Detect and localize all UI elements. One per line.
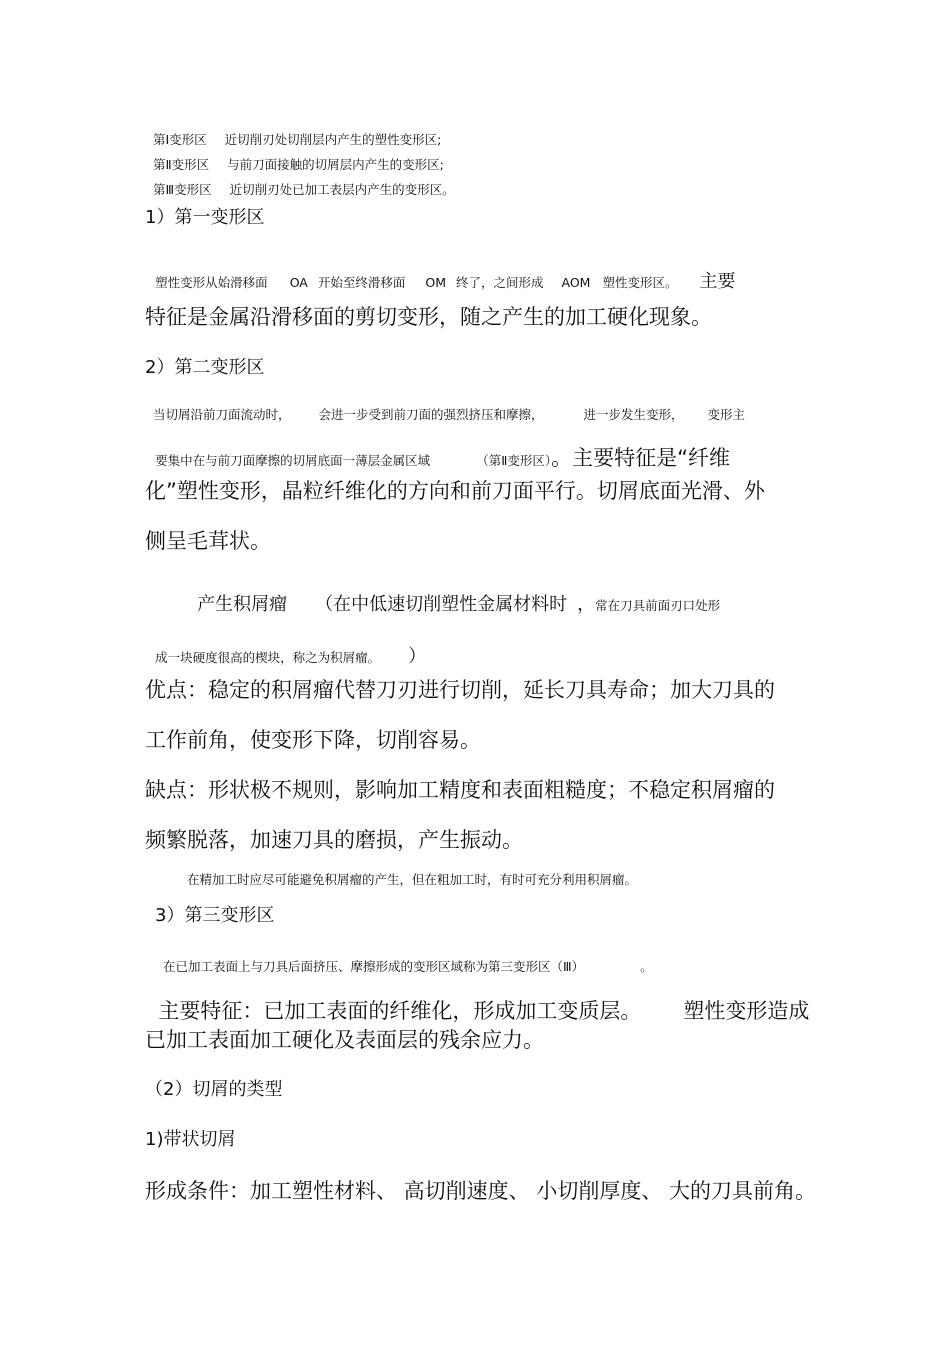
- zone-3-desc: 近切削刃处已加工表层内产生的变形区。: [229, 181, 455, 197]
- chip-formation-conditions: 形成条件：加工塑性材料、 高切削速度、 小切削厚度、 大的刀具前角。: [145, 1179, 817, 1203]
- bue-b: （在中低速切削塑性金属材料时: [315, 594, 568, 615]
- section-2-heading: 2）第二变形区: [145, 357, 265, 378]
- section-3-line-3: 已加工表面加工硬化及表面层的残余应力。: [145, 1028, 544, 1052]
- chip-types-heading: （2）切屑的类型: [145, 1079, 283, 1100]
- bue-c: ，: [577, 594, 596, 615]
- section-2-line-1: [145, 396, 745, 421]
- s1-text-g: 塑性变形区。: [602, 275, 678, 290]
- s2-l1b: 会进一步受到前刀面的强烈挤压和摩擦，: [318, 406, 544, 422]
- s1-text-e: 终了，之间形成: [456, 275, 544, 290]
- zone-3-name: 第Ⅲ变形区: [152, 181, 212, 197]
- s3-l1a: 在已加工表面上与刀具后面挤压、摩擦形成的变形区域称为第三变形区（Ⅲ）: [162, 958, 585, 974]
- zone-2-desc: 与前刀面接触的切屑层内产生的变形区;: [227, 156, 444, 172]
- bue-line-2: [145, 632, 426, 666]
- chip-types-subheading: 1)带状切屑: [145, 1129, 236, 1150]
- bue-line-1: [187, 580, 720, 614]
- zone-1-desc: 近切削刃处切削层内产生的塑性变形区;: [224, 131, 442, 147]
- bue-note: 在精加工时应尽可能避免积屑瘤的产生，但在粗加工时，有时可充分利用积屑瘤。: [187, 872, 638, 887]
- s2-l1d: 变形主: [707, 406, 746, 422]
- s2-l2b: （第Ⅱ变形区）: [476, 453, 552, 468]
- bue-disadvantage-line-2: 频繁脱落，加速刀具的磨损，产生振动。: [145, 828, 523, 852]
- zone-1-line: [145, 121, 441, 146]
- s2-l2a: 要集中在与前刀面摩擦的切屑底面一薄层金属区域: [155, 453, 431, 468]
- zone-2-name: 第Ⅱ变形区: [152, 156, 210, 172]
- section-3-line-1: [155, 948, 653, 973]
- section-3-line-2: [145, 980, 809, 1022]
- s1-text-oa: OA: [289, 275, 308, 290]
- zone-1-name: 第Ⅰ变形区: [152, 131, 207, 147]
- s2-l1a: 当切屑沿前刀面流动时，: [152, 406, 291, 422]
- s3-l1b: 。: [640, 958, 653, 974]
- section-1-heading: 1）第一变形区: [145, 207, 265, 228]
- s1-text-h: 主要: [699, 271, 736, 292]
- bue-advantage-line-1: 优点：稳定的积屑瘤代替刀刃进行切削，延长刀具寿命；加大刀具的: [145, 678, 775, 702]
- s2-l1c: 进一步发生变形，: [583, 406, 684, 422]
- section-2-line-4: 侧呈毛茸状。: [145, 529, 271, 553]
- bue-e: 成一块硬度很高的楔块，称之为积屑瘤。: [155, 650, 381, 665]
- bue-d: 常在刀具前面刃口处形: [595, 598, 721, 613]
- bue-f: ）: [408, 646, 427, 667]
- bue-a: 产生积屑瘤: [197, 594, 288, 615]
- s1-text-aom: AOM: [561, 275, 591, 290]
- section-2-line-2: [145, 432, 730, 469]
- s1-text-om: OM: [425, 275, 446, 290]
- bue-disadvantage-line-1: 缺点：形状极不规则，影响加工精度和表面粗糙度；不稳定积屑瘤的: [145, 778, 775, 802]
- zone-2-line: [145, 146, 444, 171]
- s1-text-a: 塑性变形从始滑移面: [155, 275, 268, 290]
- section-1-line-2: 特征是金属沿滑移面的剪切变形，随之产生的加工硬化现象。: [145, 305, 712, 329]
- bue-advantage-line-2: 工作前角，使变形下降，切削容易。: [145, 728, 481, 752]
- s3-l2b: 塑性变形造成: [683, 999, 810, 1023]
- s1-text-c: 开始至终滑移面: [317, 275, 406, 290]
- s2-l2c: 。主要特征是“纤维: [551, 446, 730, 470]
- section-3-heading: 3）第三变形区: [155, 905, 275, 926]
- zone-3-line: [145, 171, 455, 196]
- section-1-line-1: [145, 257, 736, 291]
- section-2-line-3: 化”塑性变形，晶粒纤维化的方向和前刀面平行。切屑底面光滑、外: [145, 479, 765, 503]
- s3-l2a: 主要特征：已加工表面的纤维化，形成加工变质层。: [158, 999, 642, 1023]
